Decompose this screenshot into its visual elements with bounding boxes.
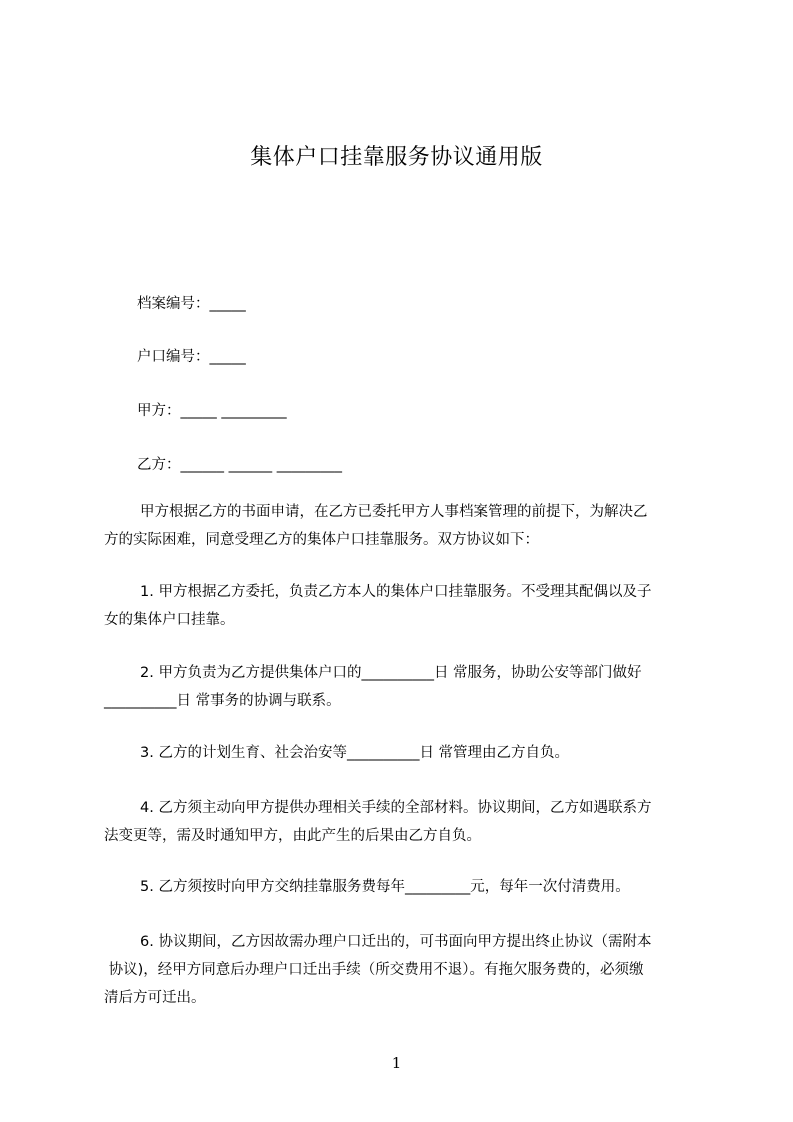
clause-2 [104,659,704,715]
clause-line: 4. 乙方须主动向甲方提供办理相关手续的全部材料。协议期间，乙方如遇联系方 [140,800,652,816]
clause-3 [104,739,704,767]
clause-line: __________日 常事务的协调与联系。 [104,693,341,709]
clause-line: 协议)，经甲方同意后办理户口迁出手续（所交费用不退）。有拖欠服务费的，必须缴 [104,962,644,978]
clause-line: 5. 乙方须按时向甲方交纳挂靠服务费每年_________元，每年一次付清费用。 [140,879,630,895]
archive-number-field: 档案编号：_____ [137,296,246,312]
clause-4 [104,794,704,850]
party-b-field: 乙方：______ ______ _________ [137,457,342,473]
clause-line: 1. 甲方根据乙方委托，负责乙方本人的集体户口挂靠服务。不受理其配偶以及子 [140,584,652,600]
clause-line: 3. 乙方的计划生育、社会治安等__________日 常管理由乙方自负。 [140,745,570,761]
page-number: 1 [391,1054,402,1072]
intro-line: 方的实际困难，同意受理乙方的集体户口挂靠服务。双方协议如下： [104,532,539,548]
intro-paragraph [104,498,704,554]
clause-line: 6. 协议期间，乙方因故需办理户口迁出的，可书面向甲方提出终止协议（需附本 [140,934,652,950]
party-a-field: 甲方：_____ _________ [137,403,287,419]
clause-line: 2. 甲方负责为乙方提供集体户口的__________日 常服务，协助公安等部门做好 [140,665,642,681]
clause-5 [104,873,704,901]
clause-6 [104,928,704,1012]
household-number-field: 户口编号：_____ [137,349,246,365]
clause-line: 法变更等，需及时通知甲方，由此产生的后果由乙方自负。 [104,828,481,844]
document-title: 集体户口挂靠服务协议通用版 [250,145,543,170]
clause-line: 女的集体户口挂靠。 [104,612,235,628]
clause-line: 清后方可迁出。 [104,990,206,1006]
clause-1 [104,578,704,634]
intro-line: 甲方根据乙方的书面申请，在乙方已委托甲方人事档案管理的前提下，为解决乙 [140,504,648,520]
